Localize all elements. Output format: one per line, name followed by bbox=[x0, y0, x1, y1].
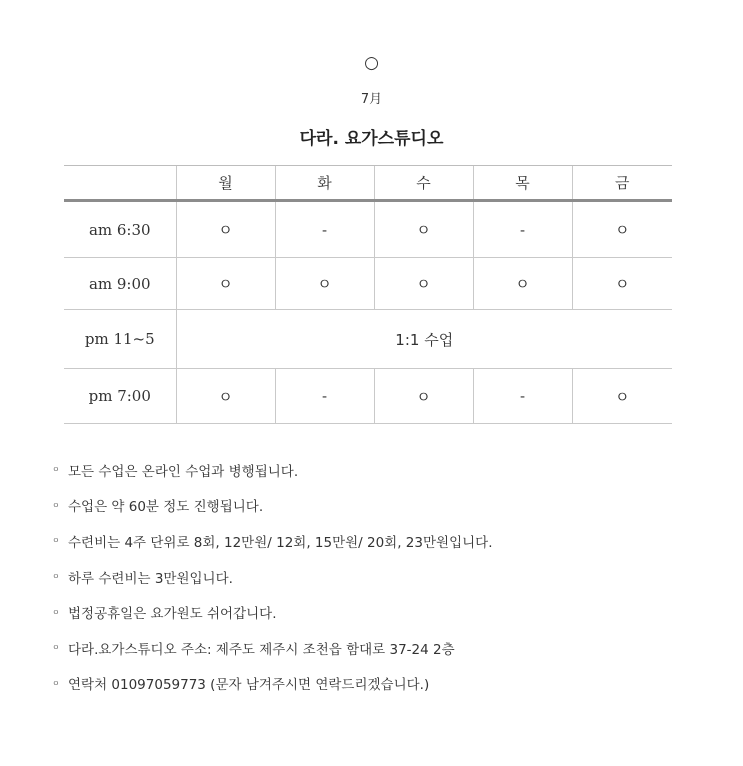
schedule-header-row bbox=[64, 166, 672, 201]
header-day-thu: 목 bbox=[473, 166, 572, 201]
list-item bbox=[52, 523, 712, 559]
note-text: 연락처 01097059773 (문자 남겨주시면 연락드리겠습니다.) bbox=[68, 677, 430, 694]
time-slot-label: am 9:00 bbox=[64, 258, 176, 310]
table-row bbox=[64, 369, 672, 424]
table-row bbox=[64, 258, 672, 310]
schedule-cell: ㅇ bbox=[374, 369, 473, 424]
schedule-cell: ㅇ bbox=[572, 369, 672, 424]
table-row bbox=[64, 201, 672, 258]
bullet-icon: ㅇ bbox=[52, 572, 60, 582]
note-text: 법정공휴일은 요가원도 쉬어갑니다. bbox=[68, 606, 277, 623]
note-text: 다라.요가스튜디오 주소: 제주도 제주시 조천읍 함대로 37-24 2층 bbox=[68, 641, 455, 658]
schedule-cell: ㅇ bbox=[176, 201, 275, 258]
list-item bbox=[52, 559, 712, 595]
time-slot-label: am 6:30 bbox=[64, 201, 176, 258]
notes-list bbox=[52, 452, 712, 701]
schedule-cell: ㅇ bbox=[374, 201, 473, 258]
bullet-icon: ㅇ bbox=[52, 465, 60, 475]
bullet-icon: ㅇ bbox=[52, 607, 60, 617]
note-text: 하루 수련비는 3만원입니다. bbox=[68, 570, 233, 587]
list-item bbox=[52, 594, 712, 630]
list-item bbox=[52, 666, 712, 702]
schedule-cell: - bbox=[473, 201, 572, 258]
time-slot-label: pm 7:00 bbox=[64, 369, 176, 424]
table-row bbox=[64, 310, 672, 369]
decorative-circle-icon: ○ bbox=[364, 53, 379, 73]
list-item bbox=[52, 452, 712, 488]
bullet-icon: ㅇ bbox=[52, 536, 60, 546]
list-item bbox=[52, 488, 712, 524]
time-slot-label: pm 11~5 bbox=[64, 310, 176, 369]
bullet-icon: ㅇ bbox=[52, 643, 60, 653]
schedule-cell: ㅇ bbox=[176, 258, 275, 310]
schedule-cell: ㅇ bbox=[176, 369, 275, 424]
header-time-column bbox=[64, 166, 176, 201]
schedule-cell: ㅇ bbox=[572, 258, 672, 310]
header-day-wed: 수 bbox=[374, 166, 473, 201]
schedule-table bbox=[64, 165, 672, 424]
bullet-icon: ㅇ bbox=[52, 500, 60, 510]
schedule-cell: - bbox=[275, 201, 374, 258]
note-text: 수련비는 4주 단위로 8회, 12만원/ 12회, 15만원/ 20회, 23만원입니다. bbox=[68, 534, 493, 551]
note-text: 수업은 약 60분 정도 진행됩니다. bbox=[68, 499, 264, 516]
private-session-cell: 1:1 수업 bbox=[176, 310, 672, 369]
page-title: 다라. 요가스튜디오 bbox=[299, 129, 444, 149]
note-text: 모든 수업은 온라인 수업과 병행됩니다. bbox=[68, 463, 299, 480]
schedule-cell: - bbox=[473, 369, 572, 424]
header-day-fri: 금 bbox=[572, 166, 672, 201]
schedule-cell: ㅇ bbox=[374, 258, 473, 310]
list-item bbox=[52, 630, 712, 666]
schedule-cell: ㅇ bbox=[275, 258, 374, 310]
schedule-cell: ㅇ bbox=[473, 258, 572, 310]
header-day-mon: 월 bbox=[176, 166, 275, 201]
month-label: 7月 bbox=[360, 92, 383, 107]
schedule-cell: ㅇ bbox=[572, 201, 672, 258]
header-day-tue: 화 bbox=[275, 166, 374, 201]
schedule-cell: - bbox=[275, 369, 374, 424]
bullet-icon: ㅇ bbox=[52, 678, 60, 688]
